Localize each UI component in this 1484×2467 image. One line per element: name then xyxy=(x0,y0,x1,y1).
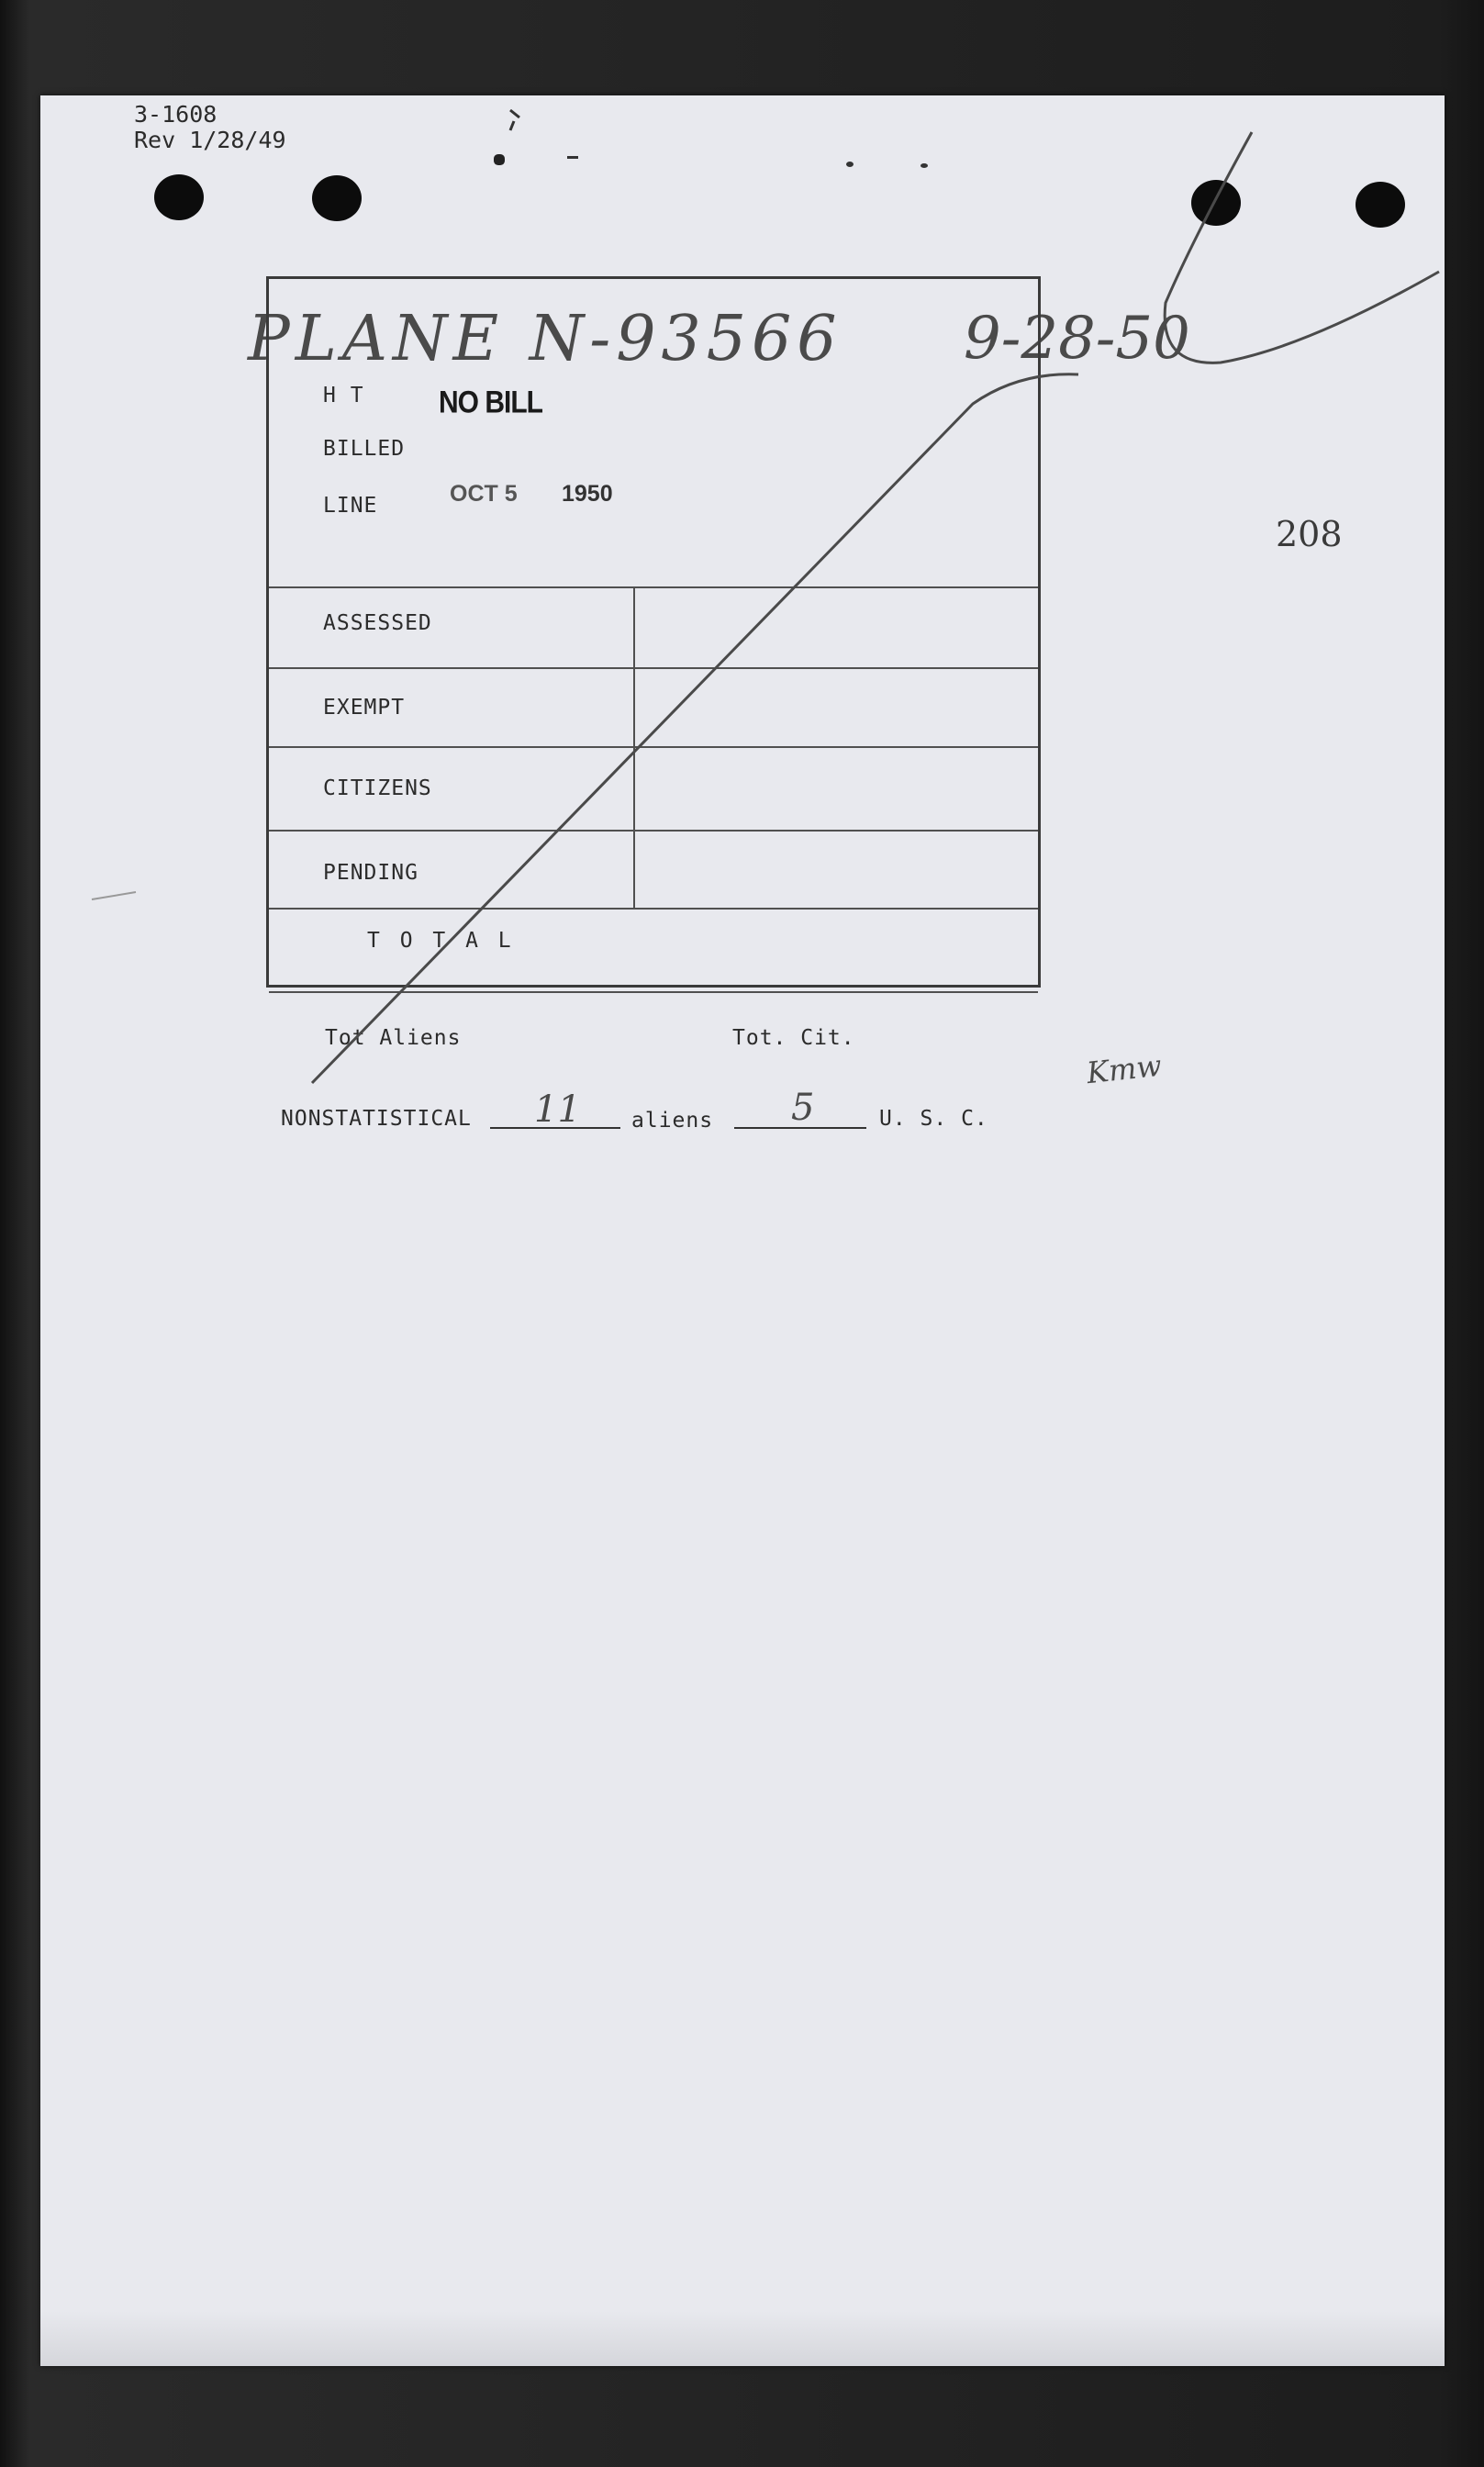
label-usc: U. S. C. xyxy=(879,1107,988,1131)
margin-mark xyxy=(92,892,136,899)
label-tot-cit: Tot. Cit. xyxy=(732,1026,855,1050)
label-total: T O T A L xyxy=(367,929,515,953)
label-billed: BILLED xyxy=(323,437,406,461)
form-revision: Rev 1/28/49 xyxy=(134,127,286,153)
nonstat-usc-value: 5 xyxy=(791,1087,815,1129)
pen-tick-mark xyxy=(510,110,519,130)
label-line: LINE xyxy=(323,494,378,518)
label-ht: H T xyxy=(323,384,364,407)
stamp-date-year: 1950 xyxy=(562,481,613,507)
label-pending: PENDING xyxy=(323,861,418,885)
label-nonstatistical: NONSTATISTICAL xyxy=(281,1107,472,1131)
nonstat-aliens-value: 11 xyxy=(534,1088,581,1131)
date-handwritten: 9-28-50 xyxy=(964,305,1190,373)
form-number: 3-1608 xyxy=(134,101,218,128)
corner-pen-scribble xyxy=(1165,132,1439,363)
plane-number-handwritten: PLANE N-93566 xyxy=(248,303,842,375)
label-assessed: ASSESSED xyxy=(323,611,432,635)
stamp-date-month: OCT 5 xyxy=(450,481,518,507)
label-aliens: aliens xyxy=(631,1109,714,1133)
label-citizens: CITIZENS xyxy=(323,776,432,800)
label-exempt: EXEMPT xyxy=(323,696,406,720)
initials-handwritten: Kmw xyxy=(1085,1047,1164,1091)
crossout-diagonal-stroke xyxy=(312,374,1078,1083)
stamp-no-bill: NO BILL xyxy=(439,385,542,420)
label-tot-aliens: Tot Aliens xyxy=(325,1026,462,1050)
page-number: 208 xyxy=(1276,514,1343,554)
